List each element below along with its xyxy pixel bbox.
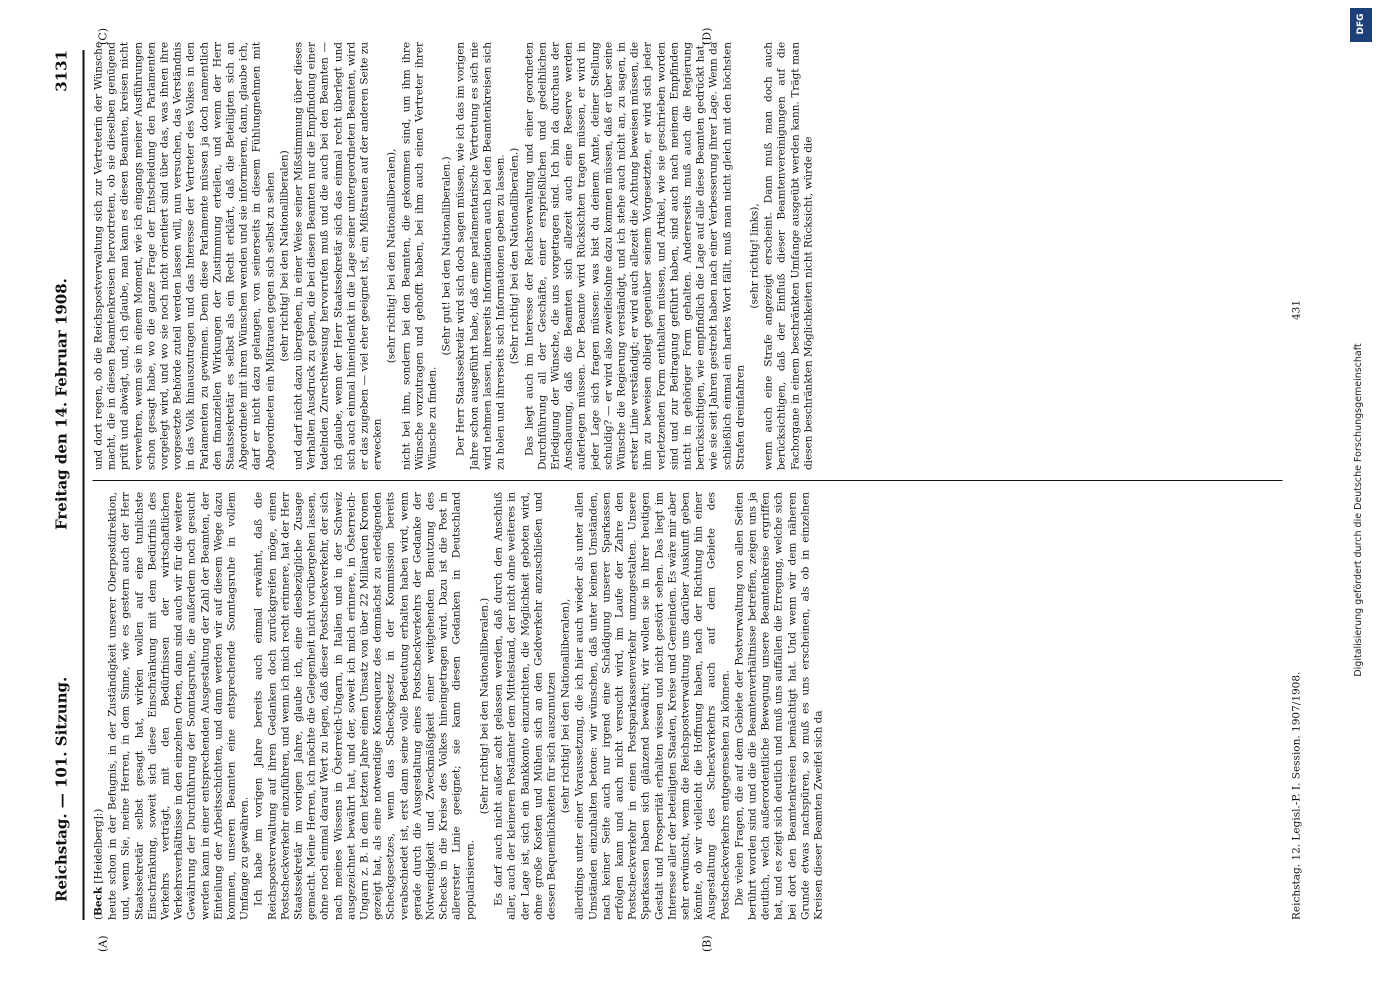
interjection: (sehr richtig! bei den Nationalliberalen), <box>559 598 572 814</box>
margin-mark-d: (D) <box>700 27 713 45</box>
dfg-logo <box>1350 8 1372 42</box>
page-header <box>52 40 78 960</box>
paragraph: Das liegt auch im Interesse der Reichsverwaltung und einer geordneten Durchführung all der Geschäfte, einer ersprießlichen und gedeihlichen Erledigung der Wünsche, die uns vorgetragen sind. Ich bin da durchaus der Anschauung, daß die Beamten sich allezeit auch eine Reserve werden auferlegen müssen. Der Beamte wird Rücksichten tragen müssen, er wird in jeder Lage sich fragen müssen: was bist du deinem Amte, deiner Stellung schuldig? — er wird also zweifelsohne dazu kommen müssen, daß er über seine Wünsche die Regierung verständigt, und ich stehe auch nicht an, zu sagen, in erster Linie verständigt; er wird auch allezeit die Achtung beweisen müssen, die ihm zu beweisen obliegt gegenüber seinem Vorgesetzten, er wird sich jeder verletzenden Form enthalten müssen, und Artikel, wie sie geschrieben worden sind und zur Beitragung geführt haben, sind auch nach meinem Empfinden nicht in gehöriger Form gehalten. Andererseits muß auch die Regierung berücksichtigen, wie empfindlich die Lage auf alle diese Beamten gedrückt hat, wie sie seit Jahren gestrebt haben nach einer Verbesserung ihrer Lage. Wenn da schließlich einmal ein hartes Wort fällt, muß man nicht gleich mit den höchsten Strafen dreinfahren <box>522 42 746 470</box>
page-number: 3131 <box>52 50 70 92</box>
paragraph: nicht bei ihm, sondern bei den Beamten, die gekommen sind, um ihm ihre Wünsche vorzutragen und gehofft haben, bei ihm auch einen Vertreter ihrer Wünsche zu finden. <box>399 42 439 470</box>
paragraph: Es darf auch nicht außer acht gelassen werden, daß durch den Anschluß aller, auch der kleineren Postämter dem Mittelstand, der nicht ohne weiteres in der Lage ist, sich ein Bankkonto einzurichten, die Möglichkeit geboten wird, ohne große Kosten und Mühen sich an den Geldverkehr anzuschließen und dessen Bequemlichkeiten für sich auszunutzen <box>492 492 557 920</box>
margin-mark-a: (A) <box>96 935 109 952</box>
paragraph: Die vielen Fragen, die auf dem Gebiete der Postverwaltung von allen Seiten berührt worden sind und die die Beamtenverhältnisse betreffen, zeigen uns ja deutlich, welch außerordentliche Bewegung unsere Beamtenkreise ergriffen hat, und es zeigt sich deutlich und muß uns auffallen die Erregung, welche sich bei dort den Beamtenkreisen bemächtigt hat. Und wenn wir dem näheren Grunde etwas nachspüren, so muß es uns erscheinen, als ob in einzelnen Kreisen dieser Beamten Zweifel sich da <box>732 492 824 920</box>
page-footer <box>1290 60 1306 920</box>
paragraph: und darf nicht dazu übergehen, in einer Weise seiner Mißstimmung über dieses Verhalten Ausdruck zu geben, die bei diesen Beamten nur die Empfindung einer tadelnden Zurechtweisung hervorrufen muß und die auch bei den Beamten — ich glaube, wenn der Herr Staatssekretär sich das einmal recht überlegt und sich auch einmal hineindenkt in die Lage seiner untergeordneten Beamten, wird er das zugeben — viel eher geeignet ist, ein Mißtrauen auf der anderen Seite zu erwecken <box>292 42 384 470</box>
interjection: (sehr richtig! bei den Nationalliberalen) <box>277 150 290 362</box>
speaker-place: [Heidelberg]: <box>92 812 104 884</box>
speaker-name: Beck <box>92 886 104 916</box>
interjection: (Sehr richtig! bei den Nationalliberalen.) <box>477 597 490 815</box>
left-column <box>92 492 1282 920</box>
paragraph: wenn auch eine Strafe angezeigt erscheint. Dann muß man doch auch berücksichtigen, daß der Einfluß dieser Beamtenvereinigungen auf die Fachorgane in einem beschränkten Umfange ausgeübt werden kann. Trägt man diesen beschränkten Möglichkeiten nicht Rücksicht, würde die <box>762 42 814 470</box>
interjection: (Sehr richtig! bei den Nationalliberalen.) <box>508 147 521 365</box>
paragraph: Ich habe im vorigen Jahre bereits auch einmal erwähnt, daß die Reichspostverwaltung auf ihren Gedanken doch zurückgreifen möge, einen Postscheckverkehr einzuführen, und wenn ich mich recht erinnere, hat der Herr Staatssekretär im vorigen Jahre, glaube ich, eine diesbezügliche Zusage gemacht. Meine Herren, ich möchte die Gelegenheit nicht vorübergehen lassen, ohne noch einmal darauf Wert zu legen, daß dieser Postscheckverkehr, der sich nach meines Wissens in Österreich-Ungarn, in Italien und in der Schweiz ausgezeichnet bewährt hat, und der, soweit ich mich erinnere, in Österreich-Ungarn z. B. in dem letzten Jahre einen Umsatz von über 22 Milliarden Kronen gezeigt hat, als eine notwendige Konsequenz des demnächst zu erledigenden Scheckgesetzes, wenn das Scheckgesetz in der Kommission bereits verabschiedet ist, erst dann seine volle Bedeutung erhalten haben wird, wenn gerade durch die Ausgestaltung eines Postscheckverkehrs der Gedanke der Notwendigkeit und Zweckmäßigkeit einer weitgehenden Benutzung des Schecks in die Kreise des Volkes hineingetragen wird. Dazu ist die Post in allererster Linie geeignet; sie kann diesen Gedanken in Deutschland popularisieren. <box>252 492 476 920</box>
speaker-line: (Beck [Heidelberg]:) <box>92 808 104 920</box>
header-date: Freitag den 14. Februar 1908. <box>52 278 70 530</box>
right-column <box>92 42 1282 470</box>
footer-sheet-number: 431 <box>1290 299 1302 320</box>
margin-mark-c: (C) <box>96 28 109 45</box>
margin-mark-b: (B) <box>700 935 713 952</box>
paragraph: und dort regen, ob die Reichspostverwaltung sich zur Vertreterin der Wünsche macht, die in diesen Beamtenkreisen hervortreten, ob sie dieselben genügend prüft und abwägt, und, ich glaube, man kann es diesen Beamten, kreisen nicht verwehren, wenn sie in einem Moment, wie ich eingangs meiner Ausführungen schon gesagt habe, wo die ganze Frage der Entscheidung den Parlamenten vorgelegt wird, und wo sie noch nicht orientiert sind über das, was ihnen ihre vorgesetzte Behörde zuteil werden lassen will, nun versuchen, das Verständnis in das Volk hinauszutragen und das Interesse der Vertreter des Volkes in den Parlamenten zu gewinnen. Denn diese Parlamente müssen ja doch namentlich den finanziellen Wirkungen der Zustimmung erteilen, und wenn der Herr Staatssekretär es selbst als ein Recht erklärt, daß die Beteiligten sich an Abgeordnete mit ihren Wünschen wenden und sie informieren, dann, glaube ich, darf er nicht dazu gelangen, von seinerseits in diesem Fühlungnehmen mit Abgeordneten ein Mißtrauen gegen sich selbst zu sehen <box>92 42 276 470</box>
interjection: (sehr richtig! links), <box>747 203 760 309</box>
header-left: Reichstag. — 101. Sitzung. <box>52 676 70 902</box>
interjection: (sehr richtig! bei den Nationalliberalen), <box>385 148 398 364</box>
footer-session: Reichstag. 12. Legisl.-P. I. Session. 1907/1908. <box>1290 671 1302 920</box>
header-rule <box>82 50 84 920</box>
digitization-credit: Digitalisierung gefördert durch die Deutsche Forschungsgemeinschaft <box>1353 343 1364 677</box>
dfg-logo-text: DFG <box>1356 13 1366 35</box>
paragraph: allerdings unter einer Voraussetzung, die ich hier auch wieder als unter allen Umständen einzuhalten betone: wir wünschen, daß unter keinen Umständen, nach keiner Seite auch nur irgend eine Schädigung unserer Sparkassen erfolgen kann und auch nicht versucht wird, im Laufe der Zahre den Postscheckverkehr in einen Postsparkassenverkehr umzugestalten. Unsere Sparkassen haben sich glänzend bewährt; wir wollen sie in ihrer heutigen Gestalt und Prosperität erhalten wissen und nicht gestört sehen. Das liegt im Interesse aller der beteiligten Staaten, Kreise und Gemeinden. Es wäre mir aber sehr erwünscht, wenn die Reichspostverwaltung uns darüber Auskunft geben könnte, ob wir vielleicht die Hoffnung haben, nach der Richtung hin einer Ausgestaltung des Scheckverkehrs auch auf dem Gebiete des Postscheckverkehrs entgegensehen zu können. <box>573 492 731 920</box>
interjection: (Sehr gut! bei den Nationalliberalen.) <box>440 156 453 356</box>
paragraph: heute schon in der Befugnis, in der Zuständigkeit unserer Oberpostdirektion, und, wenn Sie, meine Herren, in dem Sinne, wie es gestern auch der Herr Staatssekretär selbst gesagt hat, wirken wollen auf eine tunlichste Einschränkung, soweit sich diese Einschränkung mit dem Bedürfnis des Verkehrs verträgt, mit den Bedürfnissen der wirtschaftlichen Verkehrsverhältnisse in den einzelnen Orten, dann sind auch wir für die weitere Gewährung der Durchführung der Sonntagsruhe, die außerdem noch gesucht werden kann in einer entsprechenden Ausgestaltung der Zahl der Beamten, der Einteilung der Arbeitsschichten, und dann werden wir auf diesem Wege dazu kommen, unseren Beamten eine entsprechende Sonntagsruhe in vollem Umfange zu gewähren. <box>106 492 251 920</box>
column-separator <box>92 480 1282 481</box>
paragraph: Der Herr Staatssekretär wird sich doch sagen müssen, wie ich das im vorigen Jahre schon ausgeführt habe, daß eine parlamentarische Vertretung es sich nie wird nehmen lassen, ihrerseits Informationen auch bei den Beamtenkreisen sich zu holen und ihrerseits sich Informationen geben zu lassen. <box>454 42 507 470</box>
